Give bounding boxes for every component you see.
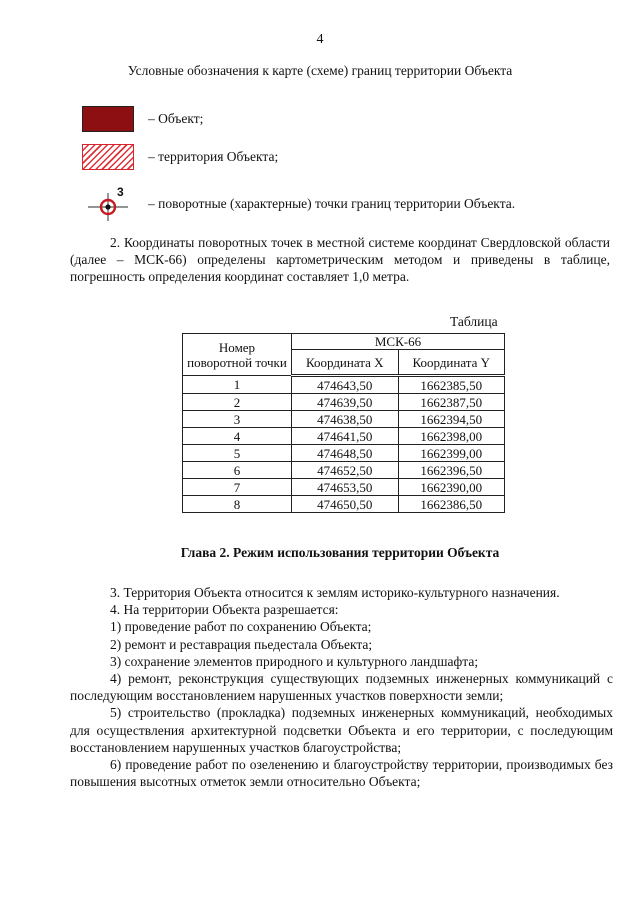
- turning-point-marker-icon: [80, 186, 136, 222]
- page-number: 4: [316, 32, 324, 47]
- coordinate-x: 474641,50: [292, 428, 399, 445]
- list-item: 2) ремонт и реставрация пьедестала Объекта;: [110, 636, 373, 652]
- list-item: 5) строительство (прокладка) подземных инженерных коммуникаций, необходимых для осуществления архитектурной подсветки Объекта и его территории, с последующим восстановлением нарушенных участков благоустройства;: [70, 705, 613, 755]
- point-number: 5: [183, 445, 292, 462]
- coordinate-x: 474639,50: [292, 394, 399, 411]
- point-number: 7: [183, 479, 292, 496]
- coordinate-y: 1662390,00: [398, 479, 505, 496]
- point-number: 6: [183, 462, 292, 479]
- coordinate-x: 474653,50: [292, 479, 399, 496]
- table-row: [183, 462, 505, 479]
- coordinate-y: 1662385,50: [398, 376, 505, 394]
- list-item: 1) проведение работ по сохранению Объекта;: [110, 619, 372, 635]
- legend-item-turning-point: [80, 188, 515, 220]
- table-row: [183, 445, 505, 462]
- coordinate-x: 474652,50: [292, 462, 399, 479]
- table-row: [183, 496, 505, 513]
- list-item: 3) сохранение элементов природного и культурного ландшафта;: [110, 653, 479, 669]
- header-y: Координата Y: [398, 350, 505, 376]
- legend-label-territory: – территория Объекта;: [148, 149, 279, 164]
- point-number: 8: [183, 496, 292, 513]
- point-number: 2: [183, 394, 292, 411]
- point-number: 4: [183, 428, 292, 445]
- table-row: [183, 428, 505, 445]
- table-caption: Таблица: [450, 314, 498, 329]
- header-x: Координата X: [292, 350, 399, 376]
- paragraph-2: 2. Координаты поворотных точек в местной системе координат Свердловской области (далее – МСК-66) определены картометрическим методом и приведены в таблице, погрешность определения координат составляет 1,0 метра.: [70, 235, 610, 284]
- paragraph-3: 3. Территория Объекта относится к землям историко-культурного назначения.: [110, 585, 560, 600]
- coordinate-y: 1662396,50: [398, 462, 505, 479]
- coordinate-x: 474638,50: [292, 411, 399, 428]
- coordinate-x: 474648,50: [292, 445, 399, 462]
- legend-label-turning-point: – поворотные (характерные) точки границ территории Объекта.: [148, 196, 516, 211]
- coordinate-y: 1662394,50: [398, 411, 505, 428]
- point-number: 3: [183, 411, 292, 428]
- legend-label-object: – Объект;: [148, 111, 204, 126]
- legend-item-territory: [80, 141, 278, 173]
- coordinate-x: 474650,50: [292, 496, 399, 513]
- header-point-number: Номер поворотной точки: [183, 334, 292, 376]
- coordinate-y: 1662386,50: [398, 496, 505, 513]
- table-row: [183, 479, 505, 496]
- list-item: 4) ремонт, реконструкция существующих подземных инженерных коммуникаций с последующим восстановлением нарушенных участков поверхности земли;: [70, 671, 613, 704]
- object-fill-icon: [82, 106, 134, 132]
- paragraph-4: 4. На территории Объекта разрешается:: [110, 602, 339, 618]
- table-row: [183, 394, 505, 411]
- chapter-title: Глава 2. Режим использования территории Объекта: [180, 545, 500, 560]
- header-coordinate-system: МСК-66: [292, 334, 505, 350]
- coordinate-x: 474643,50: [292, 376, 399, 394]
- table-row: [183, 411, 505, 428]
- legend-item-object: [80, 103, 203, 135]
- coordinate-y: 1662399,00: [398, 445, 505, 462]
- turning-point-number: 3: [117, 186, 124, 199]
- coordinate-y: 1662387,50: [398, 394, 505, 411]
- table-row: [183, 376, 505, 394]
- legend-title: Условные обозначения к карте (схеме) границ территории Объекта: [127, 63, 513, 78]
- list-item: 6) проведение работ по озеленению и благоустройству территории, производимых без повышения высотных отметок земли относительно Объекта;: [70, 757, 613, 790]
- point-number: 1: [183, 376, 292, 394]
- coordinate-y: 1662398,00: [398, 428, 505, 445]
- territory-hatch-icon: [82, 144, 134, 170]
- coordinates-table: [182, 333, 505, 513]
- usage-regime-text: [70, 584, 613, 790]
